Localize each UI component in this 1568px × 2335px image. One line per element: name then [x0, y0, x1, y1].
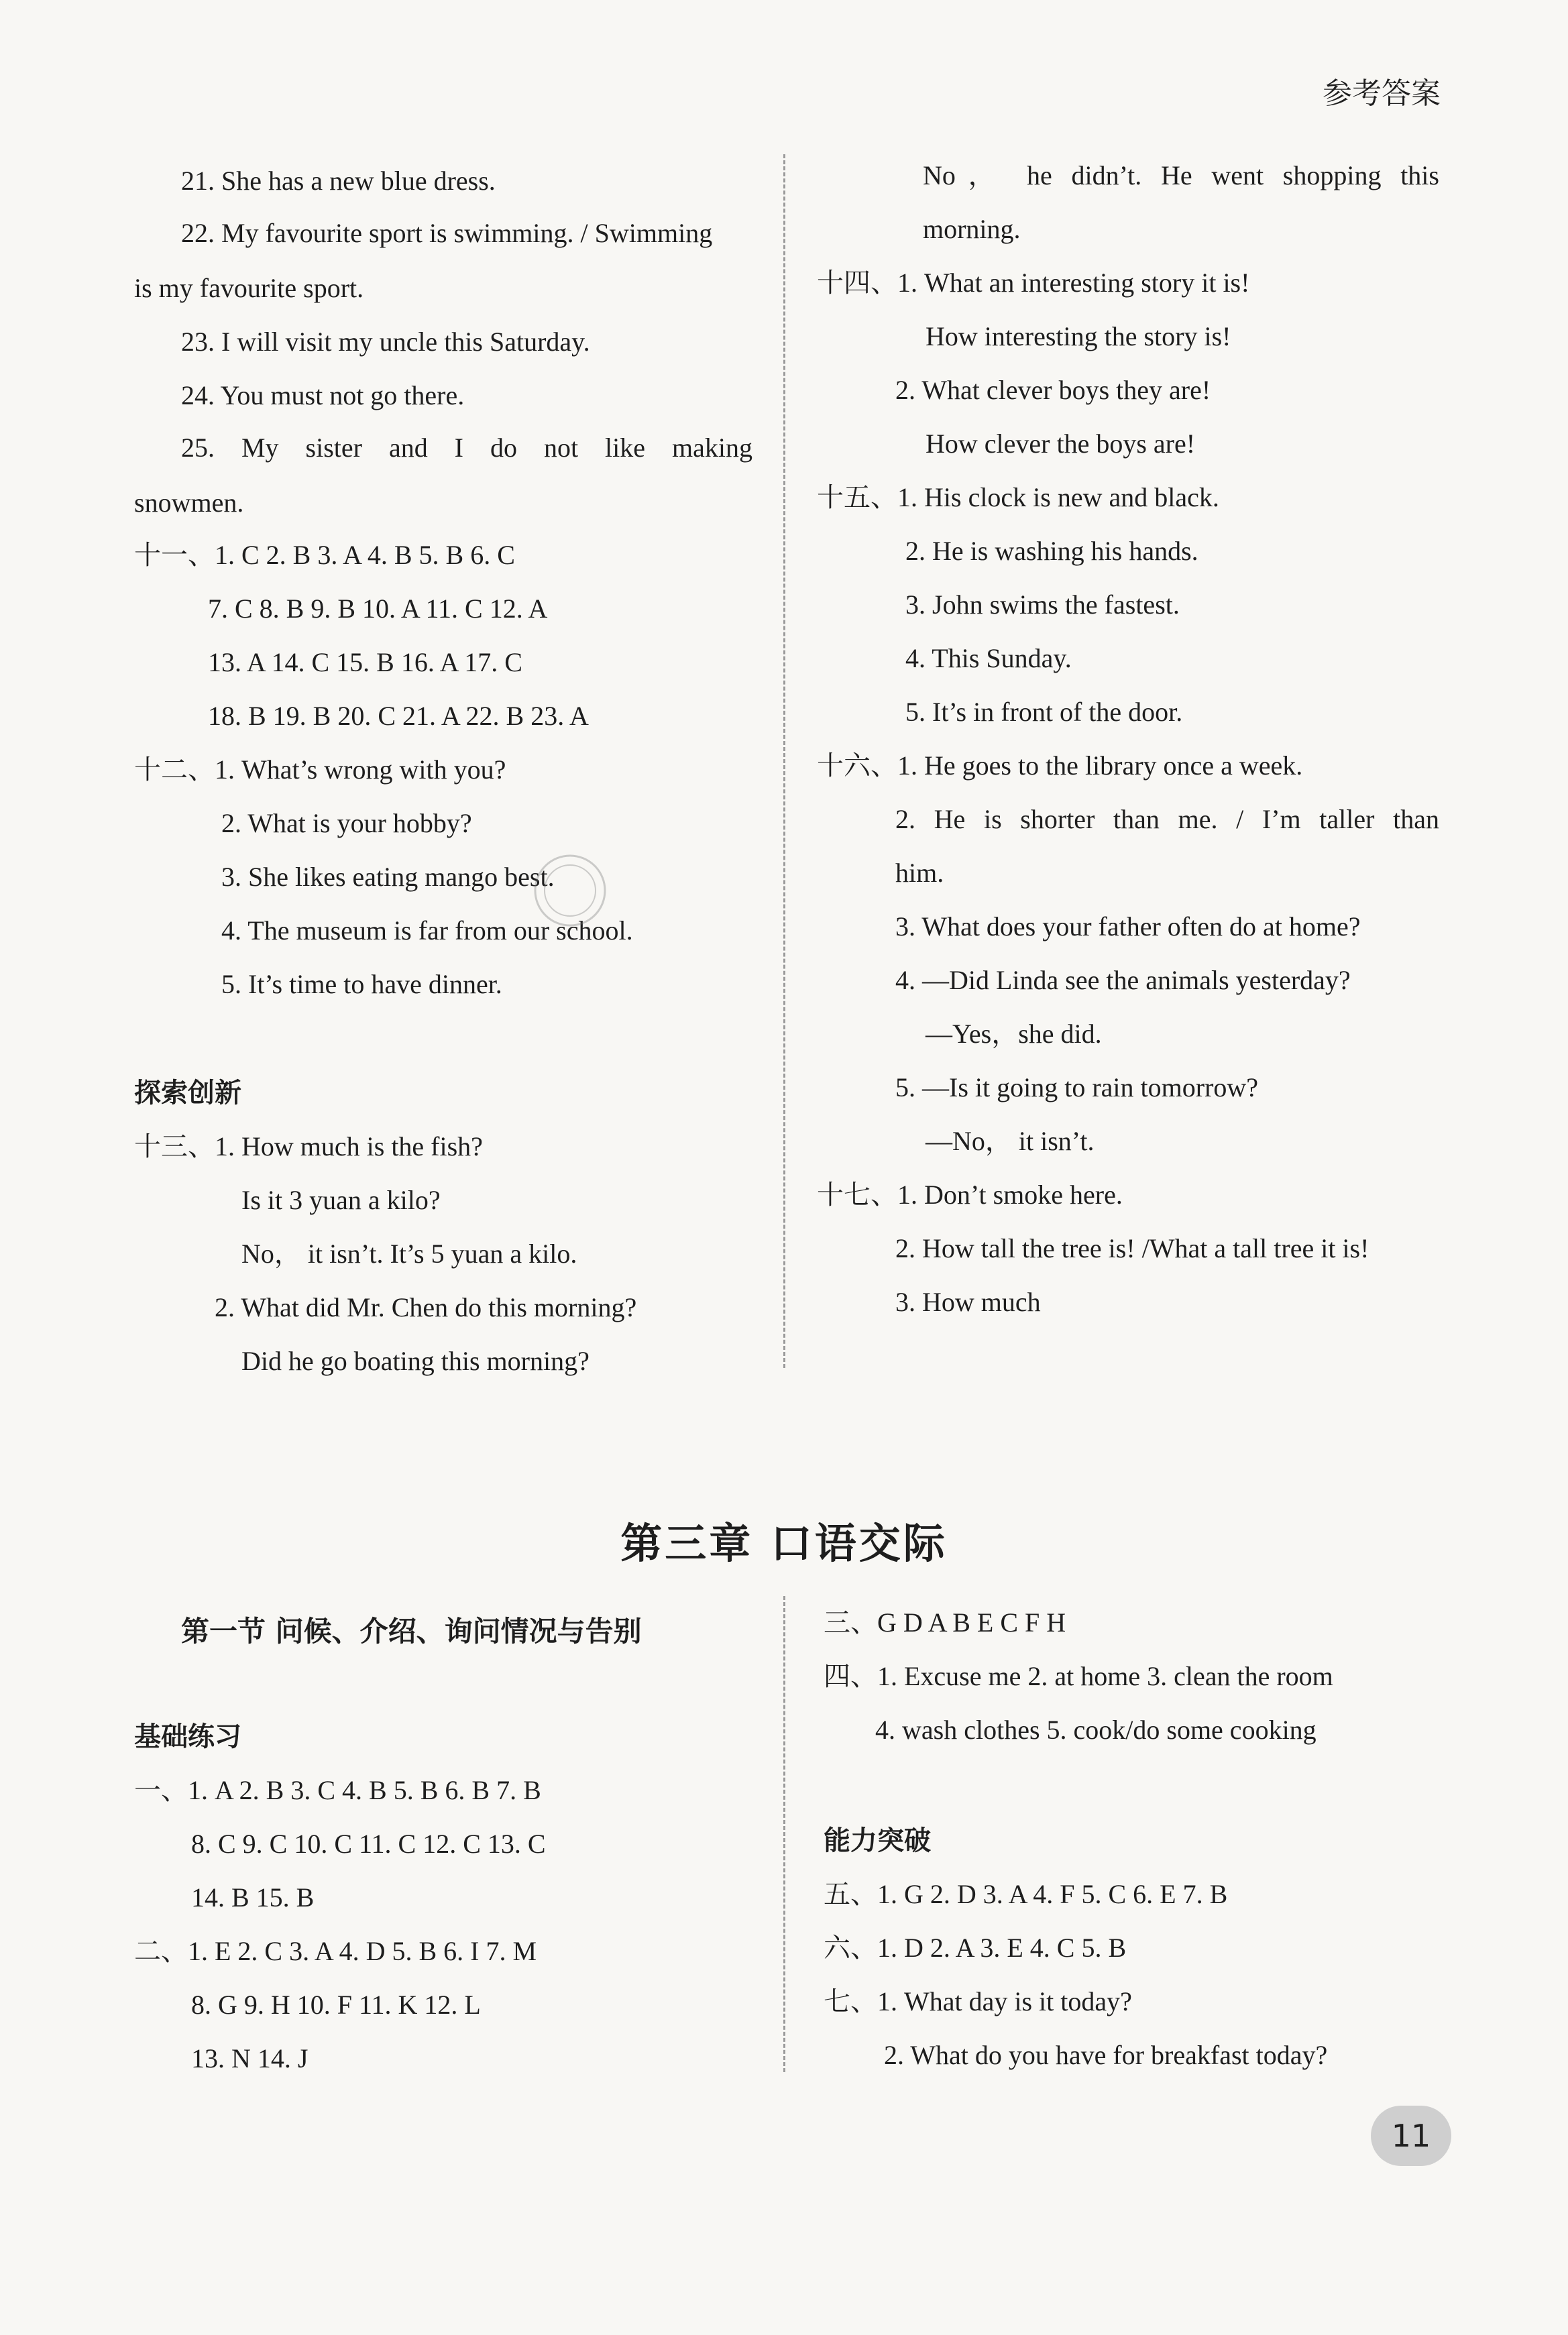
answer-line: 3. How much [895, 1287, 1041, 1317]
answer-line: How interesting the story is! [926, 321, 1231, 351]
section-heading: 基础练习 [134, 1721, 241, 1752]
section-title: 第一节 问候、介绍、询问情况与告别 [181, 1615, 642, 1648]
answer-line: 三、G D A B E C F H [824, 1607, 1066, 1638]
answer-line: morning. [923, 214, 1021, 244]
answer-line: 4. —Did Linda see the animals yesterday? [895, 965, 1351, 995]
answer-line: 五、1. G 2. D 3. A 4. F 5. C 6. E 7. B [824, 1879, 1228, 1909]
answer-line: 3. She likes eating mango best. [221, 862, 555, 892]
answer-line: is my favourite sport. [134, 273, 364, 303]
chapter-title: 第三章 口语交际 [620, 1519, 948, 1568]
answer-line: No， he didn’t. He went shopping this [923, 160, 1439, 190]
answer-line: 13. N 14. J [191, 2043, 309, 2073]
answer-line: 2. What is your hobby? [221, 808, 472, 838]
answer-line: 5. It’s time to have dinner. [221, 969, 502, 999]
answer-line: 四、1. Excuse me 2. at home 3. clean the room [824, 1661, 1333, 1691]
answer-line: —No， it isn’t. [926, 1126, 1095, 1156]
header-title: 参考答案 [1323, 76, 1441, 111]
answer-line: No， it isn’t. It’s 5 yuan a kilo. [241, 1239, 577, 1269]
answer-line: 十六、1. He goes to the library once a week. [817, 750, 1303, 781]
answer-line: 七、1. What day is it today? [824, 1986, 1132, 2016]
answer-line: him. [895, 858, 944, 888]
answer-line: 一、1. A 2. B 3. C 4. B 5. B 6. B 7. B [134, 1775, 541, 1805]
answer-line: 二、1. E 2. C 3. A 4. D 5. B 6. I 7. M [134, 1936, 537, 1966]
answer-line: 3. John swims the fastest. [905, 589, 1180, 620]
answer-line: 22. My favourite sport is swimming. / Swimming [181, 218, 713, 248]
answer-line: 13. A 14. C 15. B 16. A 17. C [208, 647, 522, 677]
answer-line: 2. What did Mr. Chen do this morning? [215, 1292, 637, 1322]
answer-line: How clever the boys are! [926, 429, 1196, 459]
answer-line: 24. You must not go there. [181, 380, 465, 410]
answer-line: 十四、1. What an interesting story it is! [817, 268, 1250, 298]
answer-line: —Yes，she did. [926, 1019, 1102, 1049]
answer-line: 5. It’s in front of the door. [905, 697, 1183, 727]
answer-line: 21. She has a new blue dress. [181, 166, 496, 196]
answer-line: 5. —Is it going to rain tomorrow? [895, 1072, 1259, 1102]
section-heading: 能力突破 [824, 1825, 931, 1856]
answer-line: Is it 3 yuan a kilo? [241, 1185, 441, 1215]
section-heading: 探索创新 [134, 1078, 241, 1108]
answer-line: 十三、1. How much is the fish? [134, 1131, 483, 1161]
page-number: 11 [1371, 2106, 1451, 2166]
answer-line: 8. C 9. C 10. C 11. C 12. C 13. C [191, 1829, 546, 1859]
column-divider-top [783, 154, 785, 1368]
answer-line: 3. What does your father often do at home? [895, 911, 1361, 942]
answer-line: 4. This Sunday. [905, 643, 1072, 673]
answer-line: snowmen. [134, 488, 244, 518]
answer-line: 十一、1. C 2. B 3. A 4. B 5. B 6. C [134, 540, 515, 570]
answer-line: 2. What do you have for breakfast today? [884, 2040, 1328, 2070]
answer-line: 7. C 8. B 9. B 10. A 11. C 12. A [208, 593, 548, 624]
answer-line: 十七、1. Don’t smoke here. [817, 1180, 1123, 1210]
answer-line: 2. What clever boys they are! [895, 375, 1211, 405]
answer-line: 2. He is shorter than me. / I’m taller than [895, 804, 1439, 834]
column-divider-bottom [783, 1596, 785, 2072]
answer-line: 十二、1. What’s wrong with you? [134, 754, 506, 785]
answer-line: 14. B 15. B [191, 1882, 315, 1913]
answer-line: 23. I will visit my uncle this Saturday. [181, 327, 590, 357]
answer-line: 六、1. D 2. A 3. E 4. C 5. B [824, 1933, 1127, 1963]
stamp-mark-icon [530, 850, 610, 931]
answer-line: 25. My sister and I do not like making [181, 433, 752, 463]
answer-line: 8. G 9. H 10. F 11. K 12. L [191, 1990, 481, 2020]
answer-line: 18. B 19. B 20. C 21. A 22. B 23. A [208, 701, 589, 731]
answer-line: 2. He is washing his hands. [905, 536, 1198, 566]
answer-line: 4. wash clothes 5. cook/do some cooking [875, 1715, 1317, 1745]
answer-line: 十五、1. His clock is new and black. [817, 482, 1219, 512]
answer-line: 4. The museum is far from our school. [221, 915, 633, 946]
answer-line: Did he go boating this morning? [241, 1346, 590, 1376]
answer-line: 2. How tall the tree is! /What a tall tree it is! [895, 1233, 1369, 1263]
